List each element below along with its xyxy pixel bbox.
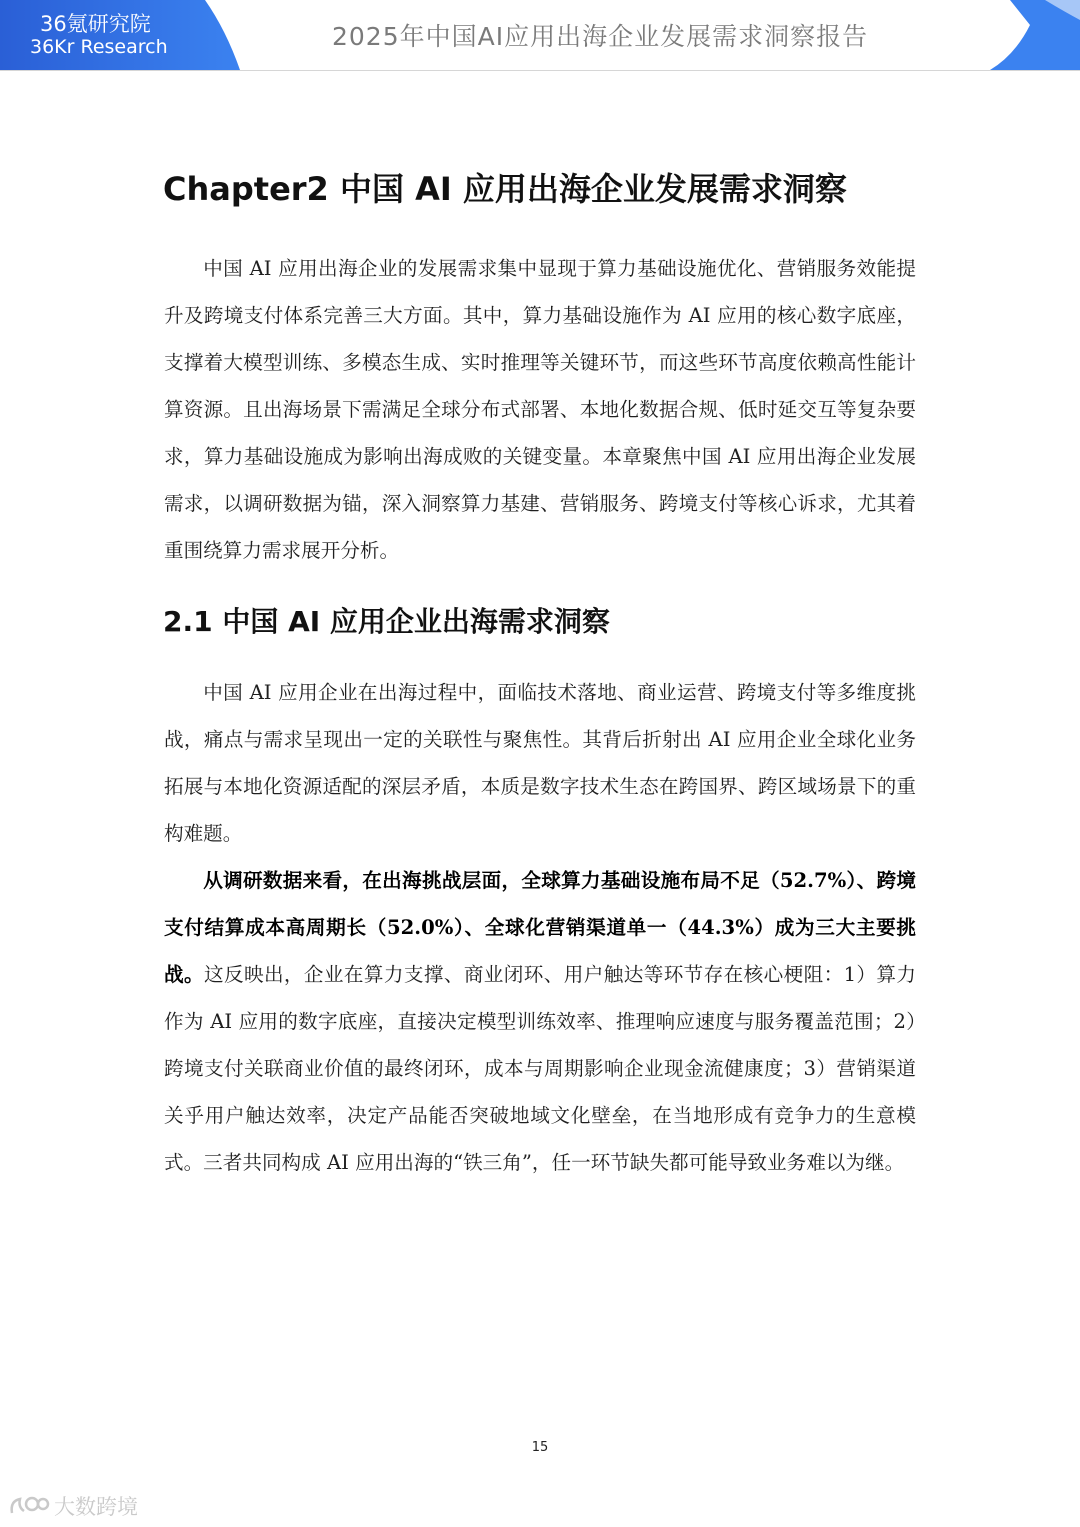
section-paragraph-1: 中国 AI 应用企业在出海过程中，面临技术落地、商业运营、跨境支付等多维度挑战，痛点与需求呈现出一定的关联性与聚焦性。其背后折射出 AI 应用企业全球化业务拓展与本地化资源适配的深层矛盾，本质是数字技术生态在跨国界、跨区域场景下的重构难题。 [164, 681, 916, 845]
page-header [0, 0, 1080, 71]
chapter-title: Chapter2 中国 AI 应用出海企业发展需求洞察 [163, 170, 847, 208]
watermark-text: 大数跨境 [54, 1495, 138, 1519]
section-title: 2.1 中国 AI 应用企业出海需求洞察 [163, 605, 610, 638]
analysis-text: 这反映出，企业在算力支撑、商业闭环、用户触达等环节存在核心梗阻：1）算力作为 AI 应用的数字底座，直接决定模型训练效率、推理响应速度与服务覆盖范围；2）跨境支付关联商业价值的最终闭环，成本与周期影响企业现金流健康度；3）营销渠道关乎用户触达效率，决定产品能否突破地域文化壁垒，在当地形成有竞争力的生意模式。三者共同构成 AI 应用出海的“铁三角”，任一环节缺失都可能导致业务难以为继。 [164, 963, 917, 1174]
corner-decoration [990, 0, 1080, 70]
section-paragraph-2 [164, 857, 916, 1186]
report-title: 2025年中国AI应用出海企业发展需求洞察报告 [332, 22, 869, 51]
page-number: 15 [531, 1440, 549, 1455]
logo-text-en: 36Kr Research [30, 36, 168, 58]
key-findings-text: 从调研数据来看，在出海挑战层面，全球算力基础设施布局不足（52.7%）、跨境支付结算成本高周期长（52.0%）、全球化营销渠道单一（44.3%）成为三大主要挑战。 [164, 869, 916, 986]
watermark [8, 1490, 138, 1522]
watermark-logo-icon [8, 1493, 50, 1519]
logo-text-cn: 36氪研究院 [40, 12, 151, 36]
chapter-intro-paragraph: 中国 AI 应用出海企业的发展需求集中显现于算力基础设施优化、营销服务效能提升及跨境支付体系完善三大方面。其中，算力基础设施作为 AI 应用的核心数字底座，支撑着大模型训练、多模态生成、实时推理等关键环节，而这些环节高度依赖高性能计算资源。且出海场景下需满足全球分布式部署、本地化数据合规、低时延交互等复杂要求，算力基础设施成为影响出海成败的关键变量。本章聚焦中国 AI 应用出海企业发展需求，以调研数据为锚，深入洞察算力基建、营销服务、跨境支付等核心诉求，尤其着重围绕算力需求展开分析。 [164, 257, 916, 562]
